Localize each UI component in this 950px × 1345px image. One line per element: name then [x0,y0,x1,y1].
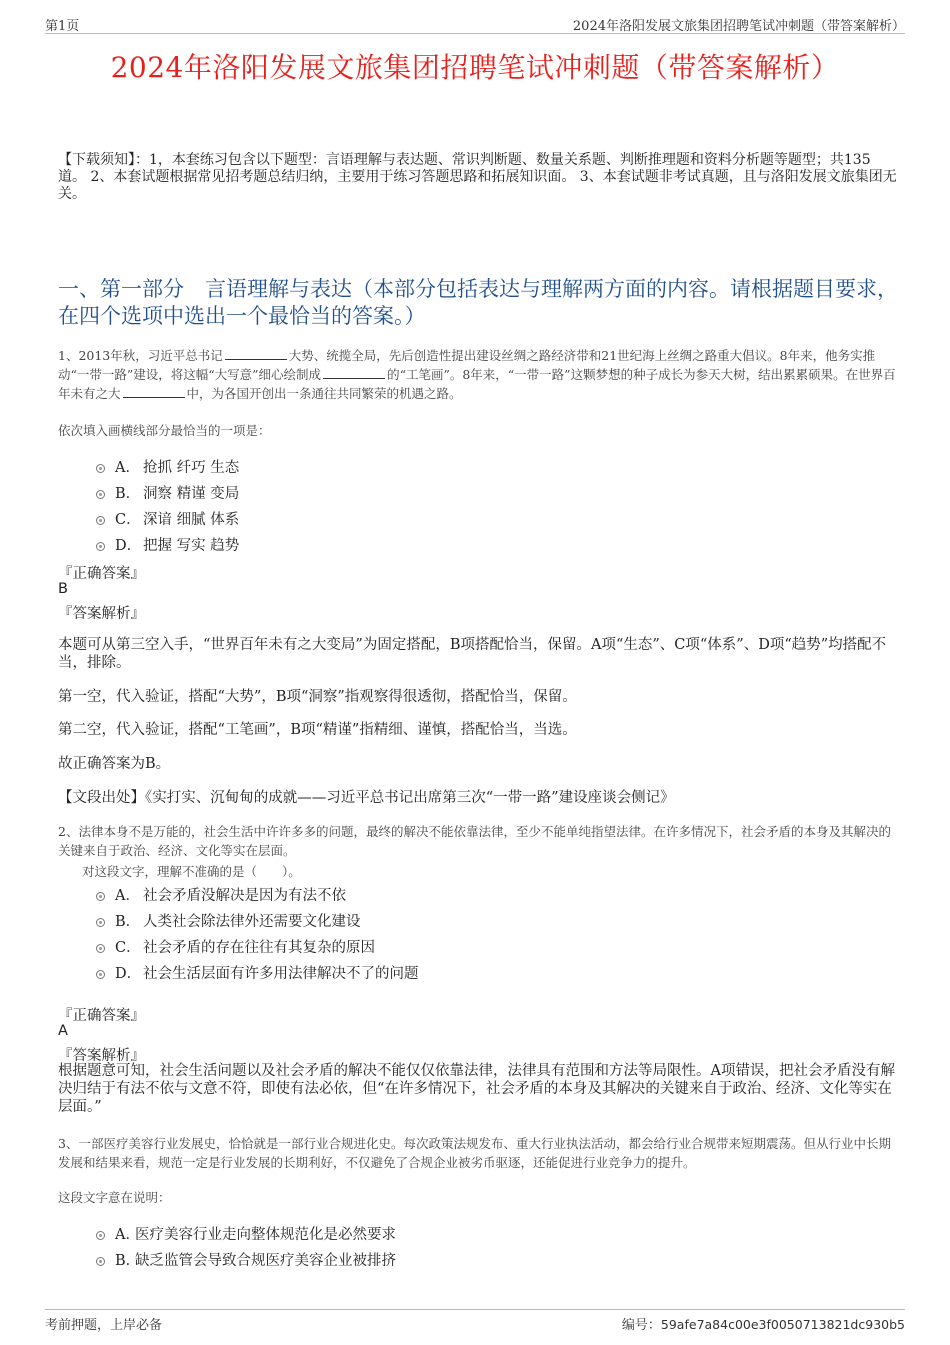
q1-analysis-4: 故正确答案为B。 [58,756,171,772]
question-2-stem: 2、法律本身不是万能的，社会生活中许许多多的问题，最终的解决不能依靠法律，至少不能单纯指望法律。在许多情况下，社会矛盾的本身及其解决的关键来自于政治、经济、文化等实在层面。 [58,824,891,858]
q1-analysis-3: 第二空，代入验证，搭配“工笔画”，B项“精谨”指精细、谨慎，搭配恰当，当选。 [58,722,577,738]
radio-button[interactable] [96,1257,105,1266]
q1-option-b[interactable]: B． 洞察 精谨 变局 [96,481,239,503]
q3-option-b[interactable]: B． 缺乏监管会导致合规医疗美容企业被排挤 [96,1248,396,1270]
radio-button[interactable] [96,1231,105,1240]
header-divider [45,33,905,34]
page-number: 第1页 [45,19,80,34]
q2-option-c[interactable]: C． 社会矛盾的存在往往有其复杂的原因 [96,935,375,957]
radio-button[interactable] [96,542,105,551]
footer-doc-code [622,1314,905,1333]
q2-analysis: 根据题意可知，社会生活问题以及社会矛盾的解决不能仅仅依靠法律，法律具有范围和方法等局限性。A项错误，把社会矛盾没有解决归结于有法不依与文意不符，即使有法必依，但“在许多情况下，社会矛盾的本身及其解决的关键来自于政治、经济、文化等实在层面。” [58,1063,895,1115]
download-notice: 【下载须知】：1，本套练习包含以下题型：言语理解与表达题、常识判断题、数量关系题、判断推理题和资料分析题等题型；共135道。 2、本套试题根据常见招考题总结归纳，主要用于练习答题思路和拓展知识面。 3、本套试题非考试真题，且与洛阳发展文旅集团无关。 [58,152,897,202]
question-1-prompt: 依次填入画横线部分最恰当的一项是： [58,423,271,438]
q3-option-a[interactable]: A． 医疗美容行业走向整体规范化是必然要求 [96,1222,396,1244]
q1-text-1: 1、2013年秋，习近平总书记 [58,348,223,363]
doc-code: 59afe7a84c00e3f0050713821dc930b5 [660,1317,905,1332]
q2-option-b[interactable]: B． 人类社会除法律外还需要文化建设 [96,909,361,931]
q1-text-4: 中，为各国开创出一条通往共同繁荣的机遇之路。 [186,386,462,401]
header-doc-title: 2024年洛阳发展文旅集团招聘笔试冲刺题（带答案解析） [572,19,905,34]
section-heading: 一、第一部分 言语理解与表达（本部分包括表达与理解两方面的内容。请根据题目要求，在四个选项中选出一个最恰当的答案。） [58,277,898,328]
fill-blank [323,366,385,379]
q1-analysis-label: 『答案解析』 [58,606,145,622]
q2-answer-label: 『正确答案』 [58,1008,145,1024]
q1-answer-label: 『正确答案』 [58,566,145,582]
q1-answer: B [58,581,68,597]
radio-button[interactable] [96,516,105,525]
question-2-prompt: 对这段文字，理解不准确的是（ ）。 [82,864,301,879]
footer-divider [45,1309,905,1310]
page-title: 2024年洛阳发展文旅集团招聘笔试冲刺题（带答案解析） [110,51,840,84]
q1-option-c[interactable]: C． 深谙 细腻 体系 [96,507,239,529]
fill-blank [225,347,287,360]
q2-answer: A [58,1023,68,1039]
fill-blank [123,385,185,398]
q2-option-d[interactable]: D． 社会生活层面有许多用法律解决不了的问题 [96,961,419,983]
q1-option-d[interactable]: D． 把握 写实 趋势 [96,533,239,555]
radio-button[interactable] [96,490,105,499]
question-3-stem: 3、一部医疗美容行业发展史，恰恰就是一部行业合规进化史。每次政策法规发布、重大行业执法活动，都会给行业合规带来短期震荡。但从行业中长期发展和结果来看，规范一定是行业发展的长期利好，不仅避免了合规企业被劣币驱逐，还能促进行业竞争力的提升。 [58,1136,891,1170]
radio-button[interactable] [96,918,105,927]
q1-analysis-1: 本题可从第三空入手，“世界百年未有之大变局”为固定搭配，B项搭配恰当，保留。A项“生态”、C项“体系”、D项“趋势”均搭配不当，排除。 [58,637,887,671]
q2-option-a[interactable]: A． 社会矛盾没解决是因为有法不依 [96,883,346,905]
question-1-stem [58,346,896,403]
radio-button[interactable] [96,944,105,953]
q1-option-a[interactable]: A． 抢抓 纤巧 生态 [96,455,239,477]
radio-button[interactable] [96,970,105,979]
footer-slogan: 考前押题，上岸必备 [45,1318,163,1333]
radio-button[interactable] [96,892,105,901]
q1-source: 【文段出处】《实打实、沉甸甸的成就——习近平总书记出席第三次“一带一路”建设座谈会侧记》 [58,790,675,806]
radio-button[interactable] [96,464,105,473]
doc-code-label: 编号： [621,1318,661,1333]
q2-analysis-label: 『答案解析』 [58,1048,145,1064]
q1-analysis-2: 第一空，代入验证，搭配“大势”，B项“洞察”指观察得很透彻，搭配恰当，保留。 [58,689,577,705]
q1-text-3: 的“工笔画”。8年来，“一带一路”这颗梦想的种子成长为参天大树，结出累累硕果。在世界百年未有之大 [58,367,896,401]
question-3-prompt: 这段文字意在说明： [58,1190,171,1205]
q1-text-2: 大势、统揽全局，先后创造性提出建设丝绸之路经济带和21世纪海上丝绸之路重大倡议。8年来，他务实推动“一带一路”建设，将这幅“大写意”细心绘制成 [58,348,876,382]
